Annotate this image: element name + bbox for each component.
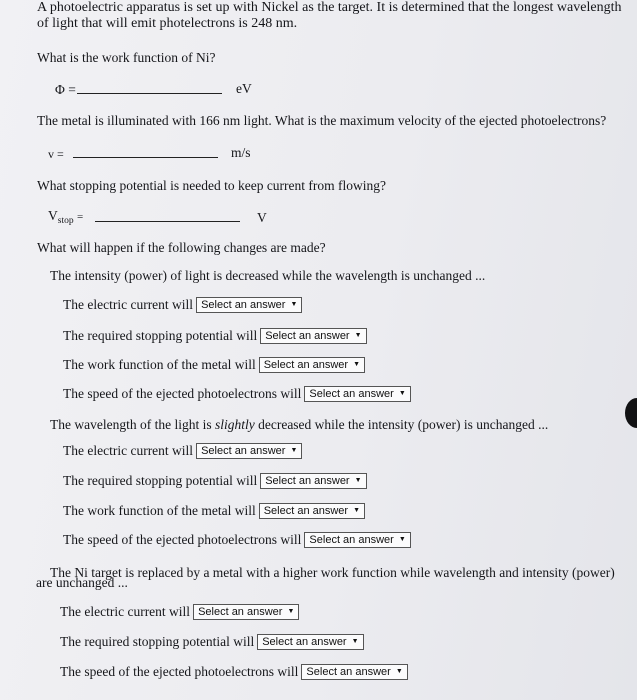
q3-label-eq: = [76, 211, 84, 223]
dropdown-arrow-icon: ▼ [290, 301, 298, 308]
answer-dropdown[interactable]: Select an answer ▼ [304, 532, 410, 548]
dropdown-arrow-icon: ▼ [398, 390, 406, 397]
scenario-3-item-2 [60, 634, 364, 651]
dropdown-arrow-icon: ▼ [287, 608, 295, 615]
answer-dropdown[interactable]: Select an answer ▼ [193, 604, 299, 620]
item-label: The speed of the ejected photoelectrons will [60, 664, 299, 679]
changes-question: What will happen if the following changes are made? [37, 240, 326, 255]
scenario-3-heading-line-1: The Ni target is replaced by a metal with a higher work function while wavelength and intensity (power) [50, 565, 615, 580]
item-label: The electric current will [60, 604, 191, 619]
q1-answer-field[interactable] [77, 82, 222, 98]
dropdown-arrow-icon: ▼ [290, 447, 298, 454]
edge-shadow [625, 398, 637, 428]
item-label: The required stopping potential will [63, 473, 258, 488]
q2-question: The metal is illuminated with 166 nm light. What is the maximum velocity of the ejected photoelectrons? [37, 113, 607, 128]
q1-label: Φ = [55, 82, 76, 97]
answer-dropdown[interactable]: Select an answer ▼ [259, 357, 365, 373]
scenario-2-item-1 [63, 443, 302, 460]
dropdown-arrow-icon: ▼ [398, 536, 406, 543]
scenario-1-item-2 [63, 328, 367, 345]
scenario-3-item-3 [60, 664, 408, 681]
answer-dropdown[interactable]: Select an answer ▼ [196, 443, 302, 459]
item-label: The speed of the ejected photoelectrons will [63, 532, 302, 547]
dropdown-arrow-icon: ▼ [351, 638, 359, 645]
q3-label [48, 208, 83, 229]
intro-line-2: of light that will emit photelectrons is 248 nm. [37, 16, 298, 31]
dropdown-arrow-icon: ▼ [354, 477, 362, 484]
q2-label: v = [48, 147, 64, 161]
answer-dropdown[interactable]: Select an answer ▼ [260, 328, 366, 344]
q3-unit: V [257, 210, 267, 225]
item-label: The electric current will [63, 297, 194, 312]
dropdown-arrow-icon: ▼ [354, 332, 362, 339]
dropdown-arrow-icon: ▼ [395, 668, 403, 675]
scenario-1-item-1 [63, 297, 302, 314]
intro-line-1: A photoelectric apparatus is set up with Nickel as the target. It is determined that the longest wavelength [37, 0, 622, 15]
answer-dropdown[interactable]: Select an answer ▼ [196, 297, 302, 313]
q1-unit: eV [236, 81, 252, 96]
item-label: The electric current will [63, 443, 194, 458]
scenario-1-item-3 [63, 357, 365, 374]
item-label: The speed of the ejected photoelectrons will [63, 386, 302, 401]
q3-question: What stopping potential is needed to keep current from flowing? [37, 178, 387, 193]
q3-label-sub: stop [57, 216, 74, 226]
q2-unit: m/s [231, 145, 251, 160]
q3-answer-field[interactable] [95, 210, 240, 226]
item-label: The work function of the metal will [63, 357, 256, 372]
scenario-3-heading-line-2: are unchanged ... [36, 575, 128, 590]
scenario-2-item-2 [63, 473, 367, 490]
answer-dropdown[interactable]: Select an answer ▼ [257, 634, 363, 650]
item-label: The work function of the metal will [63, 503, 256, 518]
scenario-1-item-4 [63, 386, 411, 403]
answer-dropdown[interactable]: Select an answer ▼ [304, 386, 410, 402]
q2-answer-field[interactable] [73, 146, 218, 162]
answer-dropdown[interactable]: Select an answer ▼ [301, 664, 407, 680]
scenario-2-heading: The wavelength of the light is slightly decreased while the intensity (power) is unchanged ... [50, 417, 549, 432]
answer-dropdown[interactable]: Select an answer ▼ [259, 503, 365, 519]
item-label: The required stopping potential will [60, 634, 255, 649]
scenario-2-item-3 [63, 503, 365, 520]
dropdown-arrow-icon: ▼ [353, 507, 361, 514]
answer-dropdown[interactable]: Select an answer ▼ [260, 473, 366, 489]
scenario-2-item-4 [63, 532, 411, 549]
item-label: The required stopping potential will [63, 328, 258, 343]
emphasis-slightly: slightly [214, 417, 255, 432]
q3-label-main: V [48, 208, 58, 223]
dropdown-arrow-icon: ▼ [353, 361, 361, 368]
scenario-1-heading: The intensity (power) of light is decreased while the wavelength is unchanged ... [50, 268, 486, 283]
q1-question: What is the work function of Ni? [37, 50, 216, 65]
scenario-3-item-1 [60, 604, 299, 621]
